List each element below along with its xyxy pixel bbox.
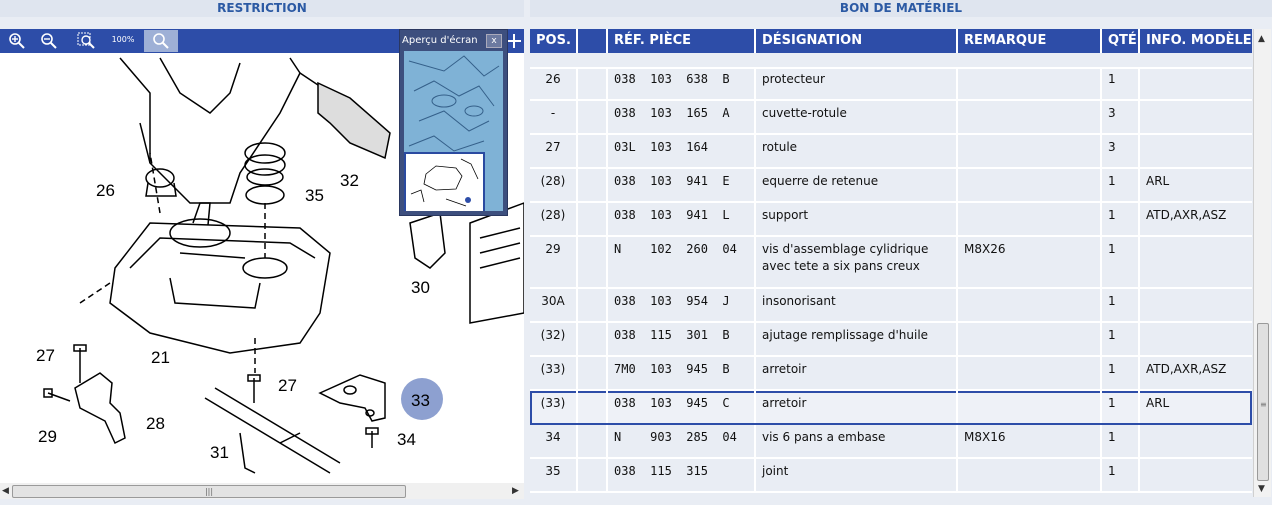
cell-blank	[578, 203, 608, 235]
callout-28: 28	[146, 414, 165, 433]
col-header-remarque[interactable]: REMARQUE	[958, 29, 1102, 53]
cell-designation: insonorisant	[756, 289, 958, 321]
cell-pos: (33)	[530, 391, 578, 423]
cell-remarque	[958, 169, 1102, 201]
zoom-in-icon	[8, 32, 26, 50]
callout-30: 30	[411, 278, 430, 297]
cell-remarque	[958, 289, 1102, 321]
cell-info: ATD,AXR,ASZ	[1146, 362, 1227, 376]
scroll-right-icon[interactable]: ▶	[512, 486, 519, 496]
drawing-horizontal-scrollbar[interactable]	[0, 483, 524, 499]
cell-blank	[578, 391, 608, 423]
callout-27-right: 27	[278, 376, 297, 395]
cell-pos: (28)	[530, 203, 578, 235]
cell-remarque	[958, 391, 1102, 423]
cell-qte: 1	[1102, 237, 1140, 287]
table-row[interactable]	[530, 425, 1252, 459]
horizontal-scroll-thumb[interactable]: |||	[12, 485, 406, 498]
zoom-search-button[interactable]	[144, 30, 178, 52]
cell-designation: ajutage remplissage d'huile	[756, 323, 958, 355]
table-header	[530, 29, 1252, 53]
cell-info	[1140, 323, 1252, 355]
zoom-in-button[interactable]	[2, 30, 32, 52]
cell-ref: N 102 260 04	[608, 237, 756, 287]
callout-27-left: 27	[36, 346, 55, 365]
bill-of-materials-title: BON DE MATÉRIEL	[530, 0, 1272, 17]
scroll-left-icon[interactable]: ◀	[2, 486, 9, 496]
overview-window[interactable]	[399, 29, 508, 216]
designation-line-1: vis d'assemblage cylidrique	[762, 242, 929, 256]
zoom-out-icon	[40, 32, 58, 50]
callout-34: 34	[397, 430, 416, 449]
cell-qte: 1	[1102, 391, 1140, 423]
cell-qte: 1	[1102, 425, 1140, 457]
overview-thumbnail[interactable]	[404, 51, 503, 211]
cell-remarque: M8X16	[958, 425, 1102, 457]
table-row[interactable]	[530, 169, 1252, 203]
magnifier-icon	[152, 32, 170, 50]
cell-remarque	[958, 459, 1102, 491]
cell-designation: protecteur	[756, 67, 958, 99]
cell-blank	[578, 67, 608, 99]
cell-remarque	[958, 203, 1102, 235]
cell-qte: 1	[1102, 357, 1140, 389]
cell-ref: 038 103 165 A	[608, 101, 756, 133]
cell-blank	[578, 425, 608, 457]
scroll-up-icon[interactable]: ▲	[1258, 34, 1265, 44]
restriction-panel-title: RESTRICTION	[0, 0, 524, 17]
zoom-100-button[interactable]	[108, 30, 138, 52]
cell-designation: arretoir	[756, 391, 958, 423]
cell-info	[1140, 237, 1252, 287]
vertical-scroll-thumb[interactable]: ≡	[1257, 323, 1269, 481]
zoom-window-icon	[77, 32, 97, 50]
callout-32: 32	[340, 171, 359, 190]
zoom-100-label: 100%	[111, 35, 135, 44]
cell-ref: N 903 285 04	[608, 425, 756, 457]
callout-29: 29	[38, 427, 57, 446]
cell-designation	[756, 237, 958, 287]
table-row[interactable]	[530, 135, 1252, 169]
cell-designation: arretoir	[756, 357, 958, 389]
cell-info	[1140, 459, 1252, 491]
cell-ref: 038 103 945 C	[608, 391, 756, 423]
cell-designation: vis 6 pans a embase	[756, 425, 958, 457]
cell-qte: 1	[1102, 289, 1140, 321]
cell-ref: 038 115 301 B	[608, 323, 756, 355]
cell-pos: (33)	[530, 357, 578, 389]
cell-info	[1140, 289, 1252, 321]
cell-info	[1140, 425, 1252, 457]
cell-pos: 34	[530, 425, 578, 457]
callout-33-highlighted[interactable]: 33	[411, 391, 430, 410]
callout-21: 21	[151, 348, 170, 367]
cell-qte: 1	[1102, 459, 1140, 491]
table-row[interactable]	[530, 323, 1252, 357]
cell-blank	[578, 357, 608, 389]
cell-ref: 038 103 941 L	[608, 203, 756, 235]
overview-title: Aperçu d'écran	[402, 35, 478, 46]
col-header-pos[interactable]: POS.	[530, 29, 578, 53]
cell-blank	[578, 459, 608, 491]
overview-close-button[interactable]	[486, 34, 502, 48]
zoom-out-button[interactable]	[34, 30, 64, 52]
overview-viewport[interactable]	[404, 152, 485, 211]
cell-designation: equerre de retenue	[756, 169, 958, 201]
cell-qte: 1	[1102, 67, 1140, 99]
scroll-down-icon[interactable]: ▼	[1258, 484, 1265, 494]
cell-pos: (32)	[530, 323, 578, 355]
cell-remarque	[958, 67, 1102, 99]
cell-ref: 038 115 315	[608, 459, 756, 491]
cell-blank	[578, 169, 608, 201]
col-header-ref[interactable]: RÉF. PIÈCE	[608, 29, 756, 53]
cell-pos: 29	[530, 237, 578, 287]
table-row[interactable]	[530, 67, 1252, 101]
cell-pos: 26	[530, 67, 578, 99]
cell-pos: 27	[530, 135, 578, 167]
cell-qte: 1	[1102, 203, 1140, 235]
cell-info: ARL	[1146, 396, 1170, 410]
designation-line-2: avec tete a six pans creux	[762, 259, 920, 273]
cell-info	[1140, 135, 1252, 167]
table-row[interactable]	[530, 101, 1252, 135]
cell-remarque	[958, 135, 1102, 167]
callout-31: 31	[210, 443, 229, 462]
cell-qte: 3	[1102, 135, 1140, 167]
cell-remarque	[958, 357, 1102, 389]
cell-qte: 1	[1102, 169, 1140, 201]
cell-blank	[578, 289, 608, 321]
cell-pos: (28)	[530, 169, 578, 201]
cell-info	[1140, 67, 1252, 99]
cell-designation: support	[756, 203, 958, 235]
cell-qte: 3	[1102, 101, 1140, 133]
table-row[interactable]	[530, 237, 1252, 289]
cell-remarque	[958, 101, 1102, 133]
move-icon	[506, 33, 522, 49]
cell-info: ATD,AXR,ASZ	[1146, 208, 1227, 222]
cell-blank	[578, 135, 608, 167]
cell-info: ARL	[1146, 174, 1170, 188]
cell-pos: 30A	[530, 289, 578, 321]
cell-ref: 7M0 103 945 B	[608, 357, 756, 389]
cell-ref: 038 103 638 B	[608, 67, 756, 99]
cell-pos: 35	[530, 459, 578, 491]
table-row[interactable]	[530, 203, 1252, 237]
table-row[interactable]	[530, 289, 1252, 323]
cell-ref: 03L 103 164	[608, 135, 756, 167]
parts-table	[530, 29, 1252, 497]
table-vertical-scrollbar[interactable]	[1253, 29, 1271, 497]
col-header-info-modele[interactable]: INFO. MODÈLE	[1146, 33, 1252, 48]
overview-viewport-drawing	[406, 154, 483, 211]
col-header-blank	[578, 29, 608, 53]
col-header-qte[interactable]: QTÉ	[1102, 29, 1140, 53]
cell-designation: joint	[756, 459, 958, 491]
cell-ref: 038 103 941 E	[608, 169, 756, 201]
cell-remarque: M8X26	[958, 237, 1102, 287]
cell-blank	[578, 101, 608, 133]
cell-info	[1140, 101, 1252, 133]
callout-26: 26	[96, 181, 115, 200]
table-row[interactable]	[530, 391, 1252, 425]
cell-designation: cuvette-rotule	[756, 101, 958, 133]
close-icon: x	[491, 36, 497, 46]
table-row[interactable]	[530, 357, 1252, 391]
callout-35: 35	[305, 186, 324, 205]
cell-remarque	[958, 323, 1102, 355]
col-header-designation[interactable]: DÉSIGNATION	[756, 29, 958, 53]
cell-pos: -	[530, 101, 578, 133]
cell-blank	[578, 237, 608, 287]
table-row[interactable]	[530, 459, 1252, 493]
cell-designation: rotule	[756, 135, 958, 167]
cell-blank	[578, 323, 608, 355]
cell-ref: 038 103 954 J	[608, 289, 756, 321]
zoom-window-button[interactable]	[72, 30, 102, 52]
cell-qte: 1	[1102, 323, 1140, 355]
